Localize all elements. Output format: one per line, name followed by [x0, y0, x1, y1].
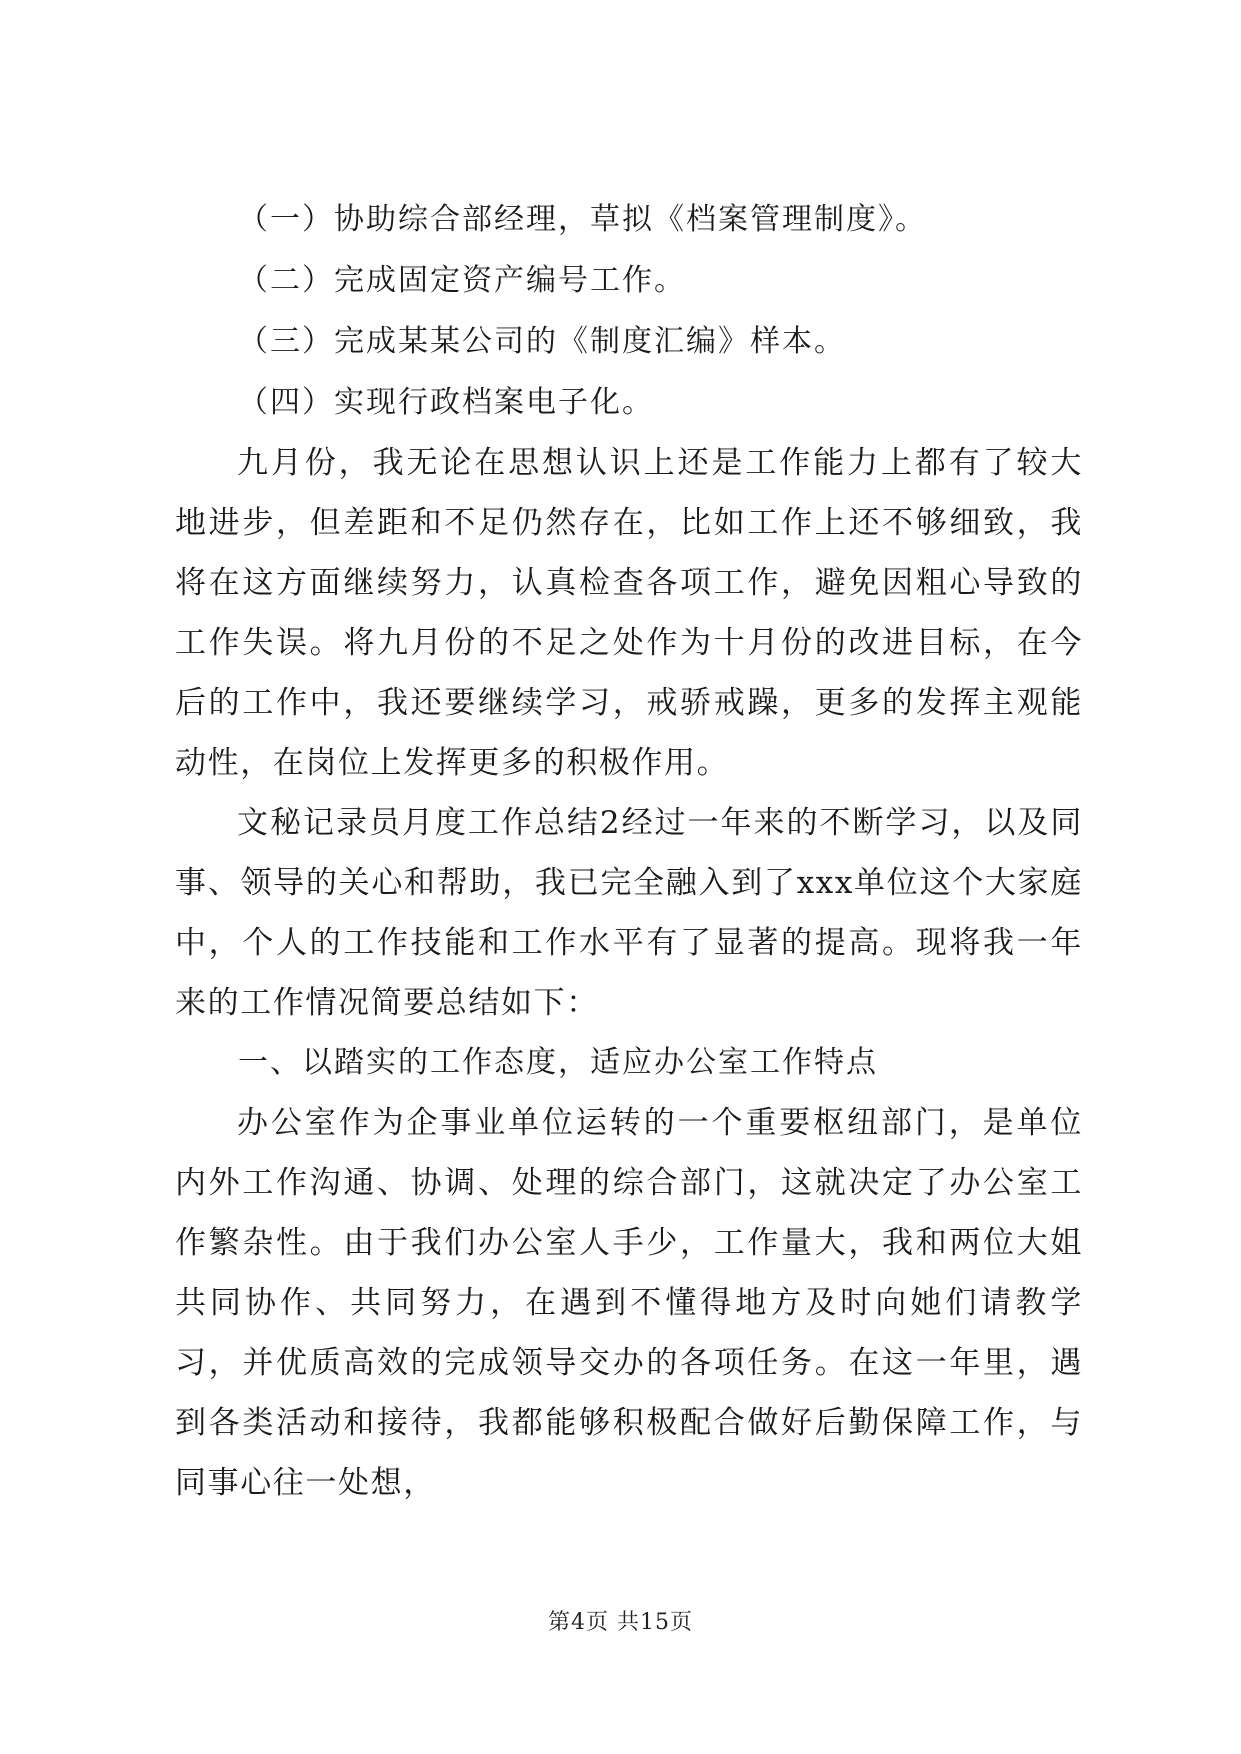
paragraph-office-work: 办公室作为企事业单位运转的一个重要枢纽部门，是单位内外工作沟通、协调、处理的综合部门，这就决定了办公室工作繁杂性。由于我们办公室人手少，工作量大，我和两位大姐共同协作、共同努力，在遇到不懂得地方及时向她们请教学习，并优质高效的完成领导交办的各项任务。在这一年里，遇到各类活动和接待，我都能够积极配合做好后勤保障工作，与同事心往一处想， — [175, 1105, 1083, 1501]
list-item-2: （二）完成固定资产编号工作。 — [238, 263, 686, 298]
section-heading-1: 一、以踏实的工作态度，适应办公室工作特点 — [238, 1045, 878, 1080]
list-item-4: （四）实现行政档案电子化。 — [238, 385, 654, 420]
paragraph-september-summary: 九月份，我无论在思想认识上还是工作能力上都有了较大地进步，但差距和不足仍然存在，比如工作上还不够细致，我将在这方面继续努力，认真检查各项工作，避免因粗心导致的工作失误。将九月份的不足之处作为十月份的改进目标，在今后的工作中，我还要继续学习，戒骄戒躁，更多的发挥主观能动性，在岗位上发挥更多的积极作用。 — [175, 445, 1083, 781]
list-item-1: （一）协助综合部经理，草拟《档案管理制度》。 — [238, 202, 927, 237]
page-content — [175, 196, 1083, 1513]
page-number-footer: 第4页 共15页 — [548, 1610, 693, 1635]
list-item-3: （三）完成某某公司的《制度汇编》样本。 — [238, 324, 846, 359]
paragraph-annual-summary-intro: 文秘记录员月度工作总结2经过一年来的不断学习，以及同事、领导的关心和帮助，我已完全融入到了xxx单位这个大家庭中，个人的工作技能和工作水平有了显著的提高。现将我一年来的工作情况简要总结如下： — [175, 805, 1083, 1021]
